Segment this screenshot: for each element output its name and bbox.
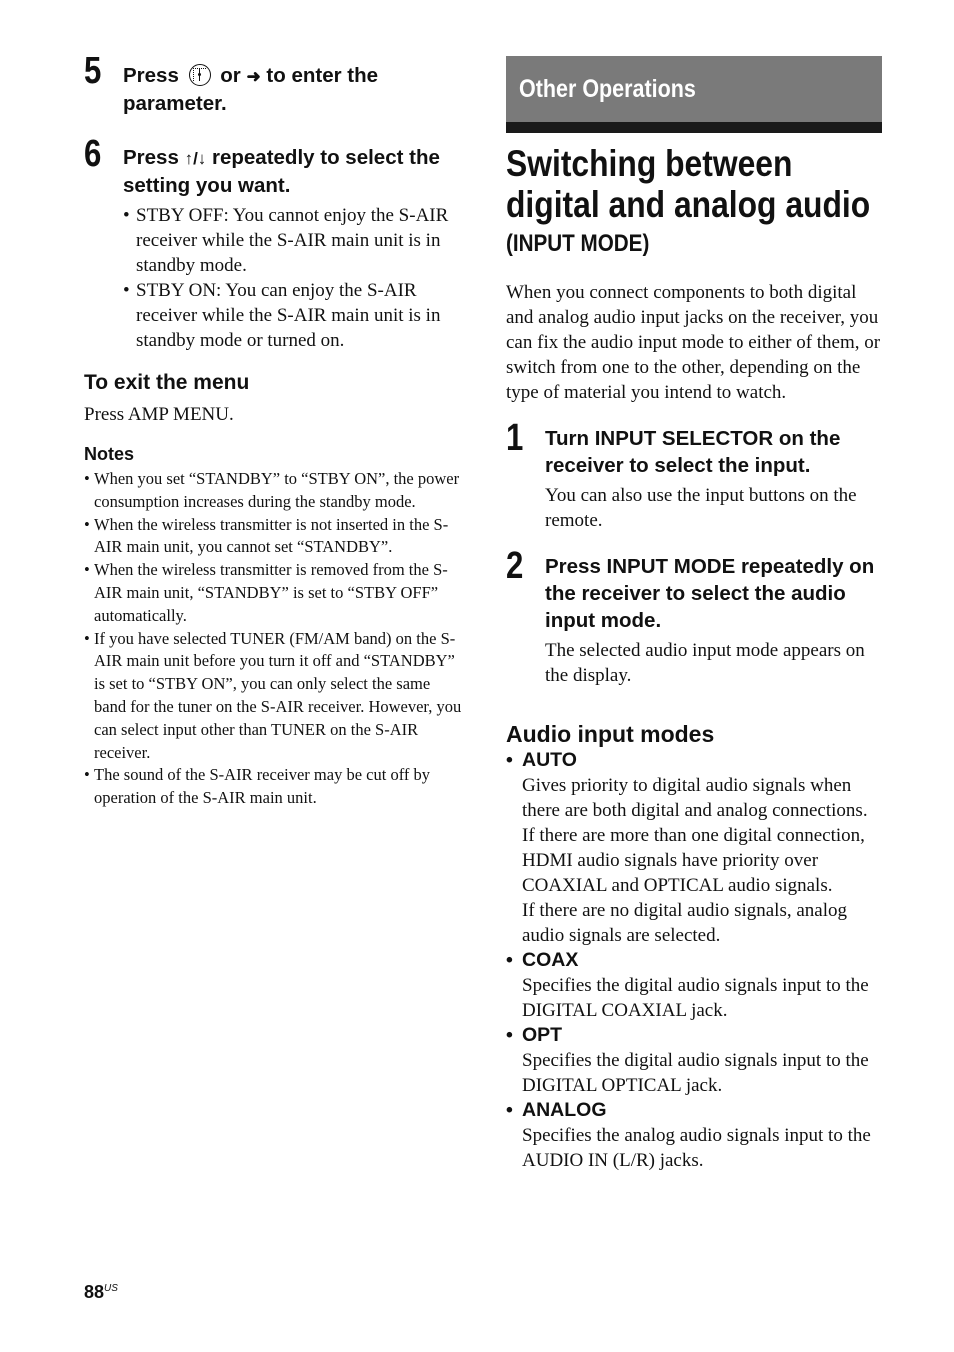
step-text: repeatedly to select the setting you want. (123, 146, 440, 197)
step-1 (506, 419, 882, 533)
note-item: • When you set “STANDBY” to “STBY ON”, the power consumption increases during the standby mode. (84, 468, 464, 514)
title-subtitle: (INPUT MODE) (506, 230, 650, 257)
note-item: • When the wireless transmitter is not inserted in the S-AIR main unit, you cannot set “STANDBY”. (84, 514, 464, 560)
step-heading (123, 52, 464, 117)
mode-coax (506, 948, 882, 1023)
mode-label: • COAX (506, 948, 882, 973)
step-heading (123, 135, 464, 199)
step-heading: Turn INPUT SELECTOR on the receiver to select the input. (545, 427, 841, 477)
note-item: • When the wireless transmitter is removed from the S-AIR main unit, “STANDBY” is set to “STBY OFF” automatically. (84, 559, 464, 627)
mode-description: Specifies the digital audio signals input to the DIGITAL COAXIAL jack. (522, 975, 869, 1021)
setting-options (123, 203, 464, 353)
step-number: 2 (506, 545, 524, 587)
mode-description: Specifies the analog audio signals input to the AUDIO IN (L/R) jacks. (522, 1125, 871, 1171)
step-6 (84, 135, 464, 353)
exit-menu-heading: To exit the menu (84, 371, 250, 394)
note-item: • The sound of the S-AIR receiver may be cut off by operation of the S-AIR main unit. (84, 764, 464, 810)
step-2 (506, 547, 882, 688)
section-banner (506, 56, 882, 133)
right-arrow-icon: ➜ (246, 67, 261, 86)
list-item: • STBY OFF: You cannot enjoy the S-AIR receiver while the S-AIR main unit is in standby mode. (123, 203, 464, 278)
step-text: You can also use the input buttons on the remote. (545, 485, 857, 531)
notes-list (84, 468, 464, 810)
page-title (506, 143, 882, 258)
step-5 (84, 52, 464, 117)
up-down-arrow-icon: ↑/↓ (184, 149, 207, 168)
exit-menu-section (84, 370, 464, 427)
notes-section (84, 443, 464, 810)
page-number-value: 88 (84, 1282, 105, 1302)
modes-heading: Audio input modes (506, 721, 715, 747)
mode-opt (506, 1023, 882, 1098)
list-item: • STBY ON: You can enjoy the S-AIR receiver while the S-AIR main unit is in standby mode or turned on. (123, 278, 464, 353)
step-number: 1 (506, 417, 524, 459)
mode-auto (506, 748, 882, 948)
right-column (506, 56, 882, 1173)
step-text: The selected audio input mode appears on the display. (545, 640, 865, 686)
mode-label: • OPT (506, 1023, 882, 1048)
section-banner-label: Other Operations (519, 74, 696, 103)
audio-input-modes-section (506, 720, 882, 1173)
step-text: Press (123, 64, 179, 87)
step-number: 5 (84, 50, 102, 92)
intro-paragraph: When you connect components to both digital and analog audio input jacks on the receiver, you can fix the audio input mode to either of them, or switch from one to the other, depending on the type of material you intend to watch. (506, 282, 881, 403)
step-text: or (220, 64, 241, 87)
mode-analog (506, 1098, 882, 1173)
title-line-2: digital and analog audio (506, 184, 871, 225)
step-heading: Press INPUT MODE repeatedly on the receiver to select the audio input mode. (545, 555, 875, 632)
exit-menu-text: Press AMP MENU. (84, 404, 234, 425)
left-column (84, 52, 464, 810)
step-text: to enter the parameter. (123, 64, 379, 115)
page-region: US (104, 1283, 118, 1294)
mode-label: • ANALOG (506, 1098, 882, 1123)
page-number (84, 1282, 118, 1303)
step-text: Press (123, 146, 179, 169)
mode-description: Specifies the digital audio signals input to the DIGITAL OPTICAL jack. (522, 1050, 869, 1096)
note-item: • If you have selected TUNER (FM/AM band) on the S-AIR main unit before you turn it off and “STANDBY” is set to “STBY ON”, you can only select the same band for the tuner on the S-AIR receiver. However, you can select input other than TUNER on the S-AIR receiver. (84, 628, 464, 765)
title-line-1: Switching between (506, 143, 793, 184)
enter-button-icon (189, 64, 211, 86)
step-number: 6 (84, 133, 102, 175)
mode-description: Gives priority to digital audio signals when there are both digital and analog connections. If there are more than one digital connection, HDMI audio signals have priority over COAXIAL and OPTICAL audio signals. If there are no digital audio signals, analog audio signals are selected. (522, 775, 868, 946)
mode-label: • AUTO (506, 748, 882, 773)
notes-heading: Notes (84, 444, 135, 464)
